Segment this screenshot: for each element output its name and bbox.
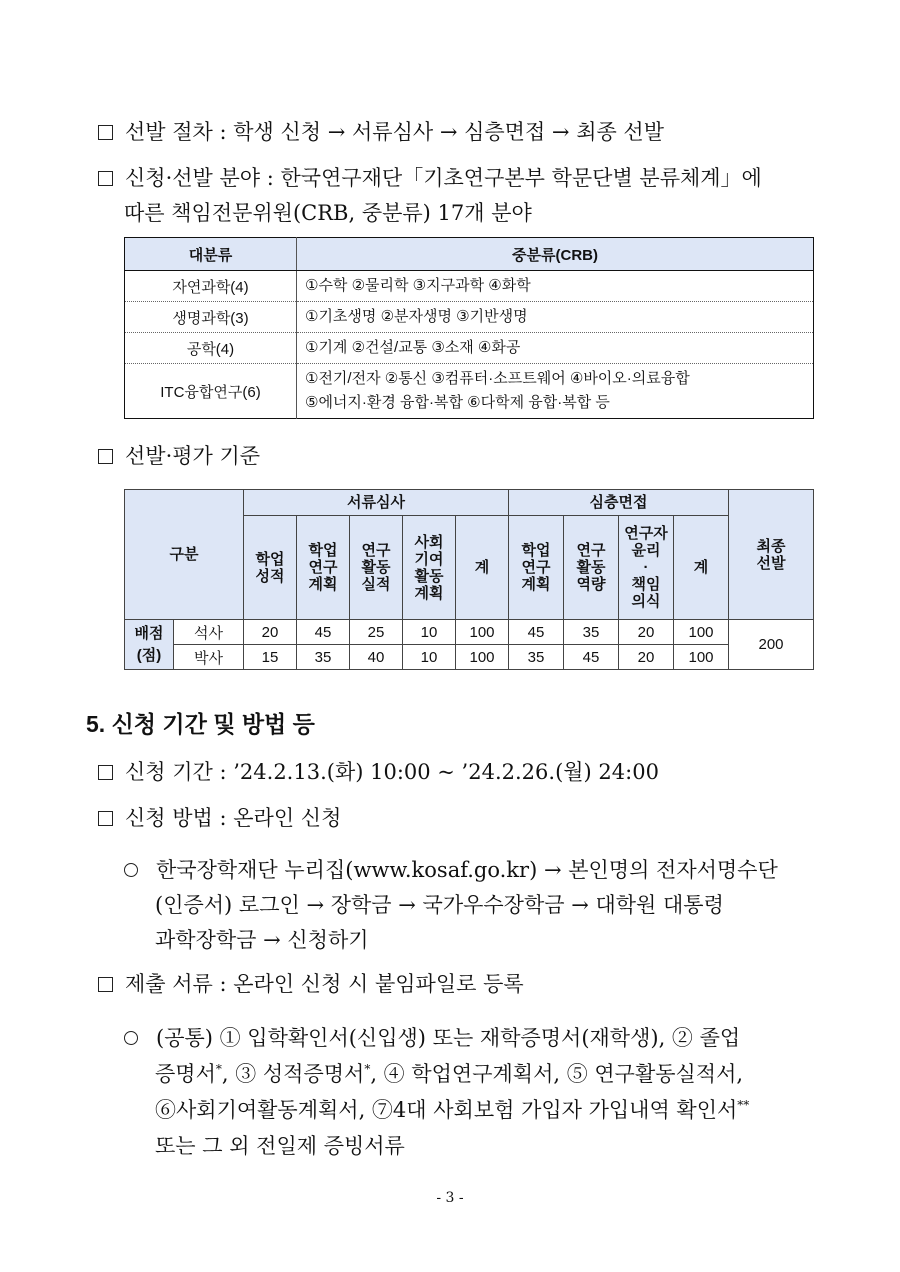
docs-detail-line-1	[124, 1022, 740, 1052]
minor-line-2: ⑤에너지·환경 융합·복합 ⑥다학제 융합·복합 등	[305, 394, 610, 411]
interview-header: 심층면접	[509, 490, 729, 516]
fields-line-1	[98, 162, 762, 192]
score-cell: 100	[456, 645, 509, 670]
criteria-line	[98, 440, 260, 470]
docs-detail-line-2	[155, 1058, 743, 1088]
score-cell: 45	[297, 620, 350, 645]
score-cell: 10	[403, 620, 456, 645]
minor-cell	[297, 364, 814, 419]
fields-line-2	[124, 197, 532, 227]
final-score-cell: 200	[729, 620, 814, 670]
section-5-heading: 5. 신청 기간 및 방법 등	[86, 711, 315, 737]
footnote-mark: **	[737, 1098, 750, 1112]
col-header: 사회 기여 활동 계획	[403, 516, 456, 620]
fields-text-1: 신청·선발 분야 : 한국연구재단「기초연구본부 학문단별 분류체계」에	[125, 166, 762, 190]
method-detail-line-1	[124, 854, 778, 884]
major-cell: 자연과학(4)	[125, 271, 297, 302]
docs-detail-text-2b: , ③ 성적증명서	[221, 1062, 365, 1086]
score-cell: 20	[244, 620, 297, 645]
minor-cell: ①기계 ②건설/교통 ③소재 ④화공	[297, 333, 814, 364]
table-row	[125, 302, 814, 333]
major-cell: 생명과학(3)	[125, 302, 297, 333]
minor-cell: ①기초생명 ②분자생명 ③기반생명	[297, 302, 814, 333]
row-label: 박사	[174, 645, 244, 670]
method-line	[98, 802, 341, 832]
square-bullet-icon	[98, 765, 113, 780]
circle-bullet-icon	[124, 1031, 138, 1045]
procedure-line	[98, 116, 664, 146]
score-cell: 100	[456, 620, 509, 645]
method-detail-line-2: (인증서) 로그인 → 장학금 → 국가우수장학금 → 대학원 대통령	[155, 893, 724, 917]
final-header: 최종 선발	[729, 490, 814, 620]
fields-text-2: 따른 책임전문위원(CRB, 중분류) 17개 분야	[124, 201, 532, 225]
header-major: 대분류	[125, 238, 297, 271]
score-cell: 40	[350, 645, 403, 670]
square-bullet-icon	[98, 977, 113, 992]
major-cell: ITC융합연구(6)	[125, 364, 297, 419]
period-text: 신청 기간 : ’24.2.13.(화) 10:00 ~ ’24.2.26.(월) 24:00	[125, 760, 659, 784]
score-cell: 20	[619, 620, 674, 645]
score-cell: 35	[297, 645, 350, 670]
table-row	[125, 333, 814, 364]
score-cell: 45	[564, 645, 619, 670]
docs-detail-line-4: 또는 그 외 전일제 증빙서류	[155, 1134, 405, 1158]
period-line	[98, 756, 659, 786]
col-header: 연구 활동 역량	[564, 516, 619, 620]
minor-line-1: ①전기/전자 ②통신 ③컴퓨터·소프트웨어 ④바이오·의료융합	[305, 370, 690, 387]
criteria-text: 선발·평가 기준	[125, 444, 261, 468]
col-header: 계	[674, 516, 729, 620]
score-label: 배점 (점)	[125, 620, 174, 670]
footnote-mark: *	[215, 1062, 222, 1076]
footnote-mark: *	[364, 1062, 371, 1076]
table-header-row	[125, 238, 814, 271]
group-header: 구분	[125, 490, 244, 620]
col-header: 학업 성적	[244, 516, 297, 620]
score-cell: 35	[509, 645, 564, 670]
table-row	[125, 364, 814, 419]
table-row	[125, 645, 814, 670]
col-header: 학업 연구 계획	[509, 516, 564, 620]
table-row	[125, 271, 814, 302]
method-text: 신청 방법 : 온라인 신청	[125, 806, 342, 830]
docs-detail-line-3	[155, 1094, 749, 1124]
page-number: - 3 -	[436, 1190, 464, 1206]
major-cell: 공학(4)	[125, 333, 297, 364]
score-cell: 45	[509, 620, 564, 645]
col-header: 학업 연구 계획	[297, 516, 350, 620]
square-bullet-icon	[98, 125, 113, 140]
score-cell: 100	[674, 645, 729, 670]
score-cell: 100	[674, 620, 729, 645]
field-classification-table	[124, 237, 814, 419]
docs-detail-text-1: (공통) ① 입학확인서(신입생) 또는 재학증명서(재학생), ② 졸업	[156, 1026, 741, 1050]
docs-detail-text-2c: , ④ 학업연구계획서, ⑤ 연구활동실적서,	[370, 1062, 744, 1086]
procedure-text: 선발 절차 : 학생 신청 → 서류심사 → 심층면접 → 최종 선발	[125, 120, 665, 144]
square-bullet-icon	[98, 449, 113, 464]
table-row	[125, 620, 814, 645]
docs-text: 제출 서류 : 온라인 신청 시 붙임파일로 등록	[125, 972, 524, 996]
score-cell: 25	[350, 620, 403, 645]
circle-bullet-icon	[124, 863, 138, 877]
row-label: 석사	[174, 620, 244, 645]
minor-cell: ①수학 ②물리학 ③지구과학 ④화학	[297, 271, 814, 302]
docs-detail-text-2a: 증명서	[155, 1062, 216, 1086]
col-header: 연구 활동 실적	[350, 516, 403, 620]
score-cell: 15	[244, 645, 297, 670]
method-detail-line-3: 과학장학금 → 신청하기	[155, 928, 369, 952]
col-header: 계	[456, 516, 509, 620]
docs-line	[98, 968, 524, 998]
col-header: 연구자 윤리 · 책임 의식	[619, 516, 674, 620]
method-detail-text-1: 한국장학재단 누리집(www.kosaf.go.kr) → 본인명의 전자서명수단	[156, 858, 778, 882]
score-cell: 10	[403, 645, 456, 670]
header-minor: 중분류(CRB)	[297, 238, 814, 271]
score-cell: 35	[564, 620, 619, 645]
doc-review-header: 서류심사	[244, 490, 509, 516]
score-cell: 20	[619, 645, 674, 670]
evaluation-table	[124, 489, 814, 670]
square-bullet-icon	[98, 171, 113, 186]
square-bullet-icon	[98, 811, 113, 826]
docs-detail-text-3: ⑥사회기여활동계획서, ⑦4대 사회보험 가입자 가입내역 확인서	[155, 1098, 738, 1122]
